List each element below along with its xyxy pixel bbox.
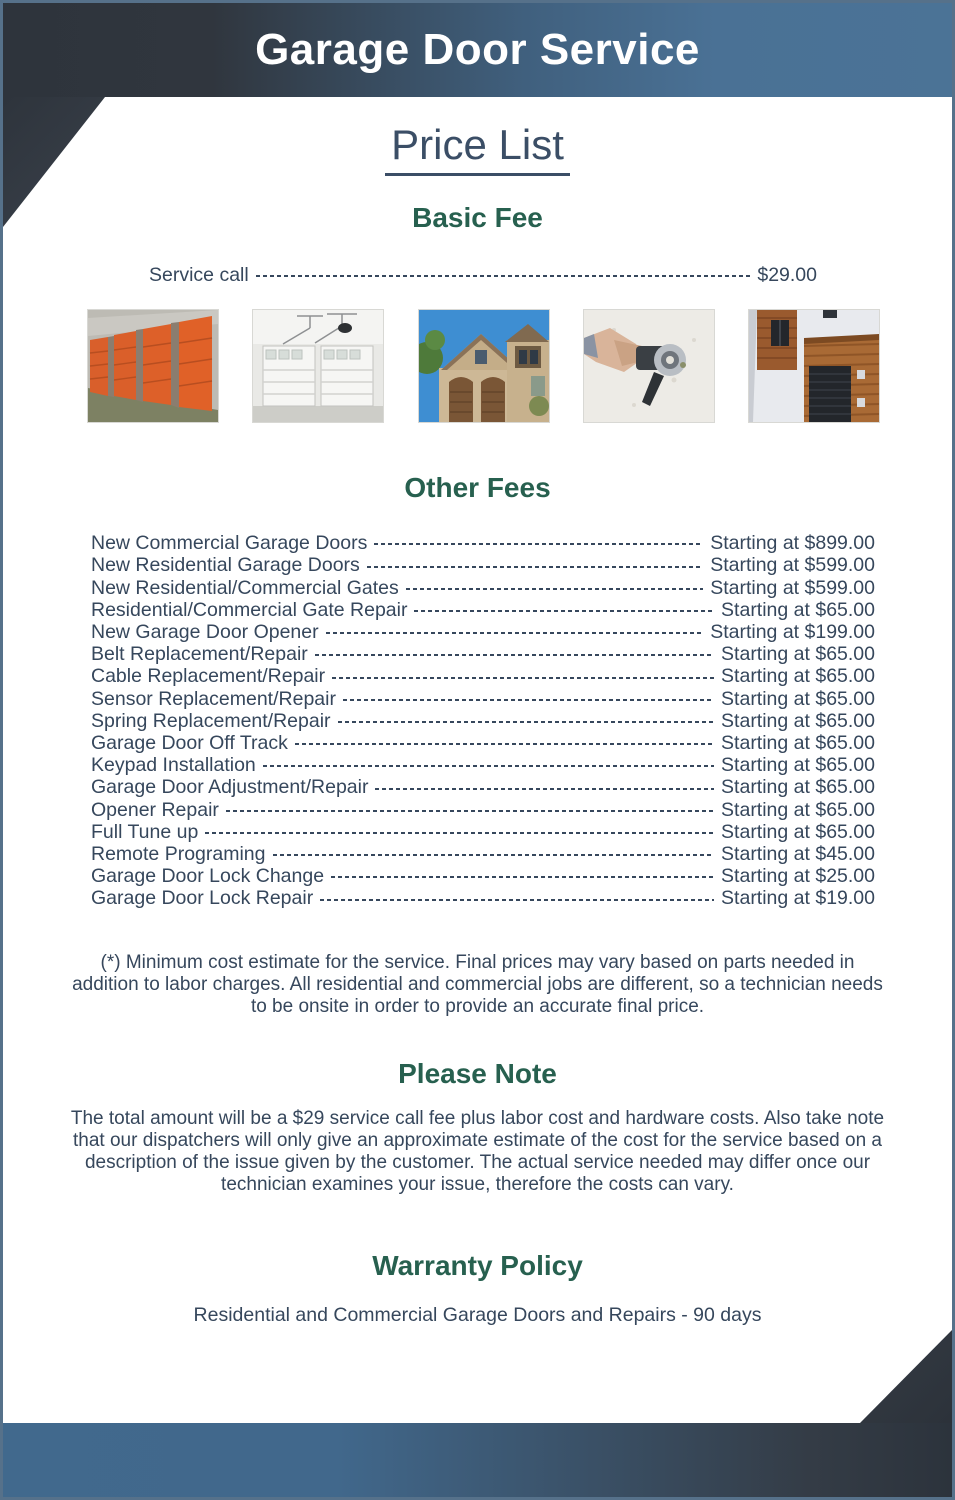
header-band <box>3 3 952 97</box>
fee-label: Belt Replacement/Repair <box>91 643 308 666</box>
dotted-leader <box>226 810 714 812</box>
fee-value: Starting at $65.00 <box>721 776 875 799</box>
fee-label: Garage Door Off Track <box>91 732 288 755</box>
fee-row <box>91 599 875 621</box>
fee-label: Garage Door Lock Change <box>91 865 325 888</box>
dotted-leader <box>375 788 714 790</box>
photo-strip <box>3 310 952 422</box>
fee-row <box>91 799 875 821</box>
fee-label: New Commercial Garage Doors <box>91 532 368 555</box>
fee-label: Residential/Commercial Gate Repair <box>91 598 408 621</box>
photo-wood-clad-building <box>749 310 879 422</box>
dotted-leader <box>343 699 714 701</box>
dotted-leader <box>256 275 751 277</box>
dotted-leader <box>338 721 715 723</box>
fee-value: Starting at $19.00 <box>721 887 875 910</box>
fee-row <box>91 821 875 843</box>
dotted-leader <box>295 743 714 745</box>
dotted-leader <box>374 543 703 545</box>
fee-value: Starting at $599.00 <box>710 576 875 599</box>
dotted-leader <box>332 677 714 679</box>
fee-value: Starting at $65.00 <box>721 709 875 732</box>
footer-band <box>3 1423 952 1497</box>
price-list-title: Price List <box>385 121 570 176</box>
dotted-leader <box>273 854 715 856</box>
fee-value: Starting at $599.00 <box>710 554 875 577</box>
fee-row <box>91 532 875 554</box>
fee-value: Starting at $65.00 <box>721 643 875 666</box>
fee-row <box>149 264 817 286</box>
fee-label: New Garage Door Opener <box>91 621 319 644</box>
fee-label: New Residential/Commercial Gates <box>91 576 399 599</box>
fee-label: Sensor Replacement/Repair <box>91 687 336 710</box>
fee-label: Spring Replacement/Repair <box>91 709 331 732</box>
fee-label: Garage Door Adjustment/Repair <box>91 776 369 799</box>
photo-storage-unit-doors <box>88 310 218 422</box>
dotted-leader <box>315 654 714 656</box>
disclaimer-text: (*) Minimum cost estimate for the service. Final prices may vary based on parts needed in addition to labor charges. All residential and commercial jobs are different, so a technician needs to be onsite in order to provide an accurate final price. <box>72 951 883 1017</box>
basic-fee-heading: Basic Fee <box>412 202 543 233</box>
fee-row <box>91 710 875 732</box>
fee-row <box>91 843 875 865</box>
fee-row <box>91 865 875 887</box>
fee-row <box>91 621 875 643</box>
other-fees-heading: Other Fees <box>404 472 551 504</box>
fee-row <box>91 643 875 665</box>
fee-value: Starting at $65.00 <box>721 687 875 710</box>
other-fees-list <box>91 532 875 909</box>
fee-value: Starting at $65.00 <box>721 754 875 777</box>
fee-label: Full Tune up <box>91 820 199 843</box>
fee-value: Starting at $65.00 <box>721 820 875 843</box>
photo-house-double-garage <box>419 310 549 422</box>
fee-value: Starting at $65.00 <box>721 732 875 755</box>
dotted-leader <box>331 876 714 878</box>
fee-value: Starting at $25.00 <box>721 865 875 888</box>
fee-row <box>91 577 875 599</box>
fee-value: Starting at $65.00 <box>721 798 875 821</box>
dotted-leader <box>367 566 703 568</box>
warranty-heading: Warranty Policy <box>372 1249 583 1281</box>
dotted-leader <box>414 610 714 612</box>
fee-label: Opener Repair <box>91 798 219 821</box>
please-note-text: The total amount will be a $29 service call fee plus labor cost and hardware costs. Also take note that our dispatchers will only give an approximate estimate of the cost for the service based on a description of the issue given by the customer. The actual service needed may differ once our technician examines your issue, therefore the costs can vary. <box>70 1107 885 1195</box>
fee-value: $29.00 <box>757 264 817 286</box>
fee-value: Starting at $45.00 <box>721 843 875 866</box>
fee-label: Cable Replacement/Repair <box>91 665 326 688</box>
fee-value: Starting at $65.00 <box>721 598 875 621</box>
fee-label: Remote Programing <box>91 843 266 866</box>
fee-row <box>91 554 875 576</box>
fee-label: Service call <box>149 264 249 286</box>
warranty-text: Residential and Commercial Garage Doors and Repairs - 90 days <box>193 1303 762 1326</box>
fee-label: Keypad Installation <box>91 754 256 777</box>
dotted-leader <box>263 765 714 767</box>
fee-row <box>91 776 875 798</box>
basic-fee-list <box>149 264 817 286</box>
bottom-right-corner-accent <box>860 1330 952 1423</box>
fee-row <box>91 665 875 687</box>
fee-row <box>91 732 875 754</box>
dotted-leader <box>320 899 714 901</box>
fee-label: Garage Door Lock Repair <box>91 887 314 910</box>
fee-value: Starting at $65.00 <box>721 665 875 688</box>
dotted-leader <box>205 832 714 834</box>
photo-technician-tool <box>584 310 714 422</box>
fee-value: Starting at $899.00 <box>710 532 875 555</box>
photo-garage-interior <box>253 310 383 422</box>
fee-label: New Residential Garage Doors <box>91 554 360 577</box>
dotted-leader <box>326 632 704 634</box>
fee-value: Starting at $199.00 <box>710 621 875 644</box>
fee-row <box>91 754 875 776</box>
fee-row <box>91 688 875 710</box>
please-note-heading: Please Note <box>398 1057 557 1089</box>
fee-row <box>91 887 875 909</box>
page-title: Garage Door Service <box>255 25 700 74</box>
dotted-leader <box>406 588 703 590</box>
